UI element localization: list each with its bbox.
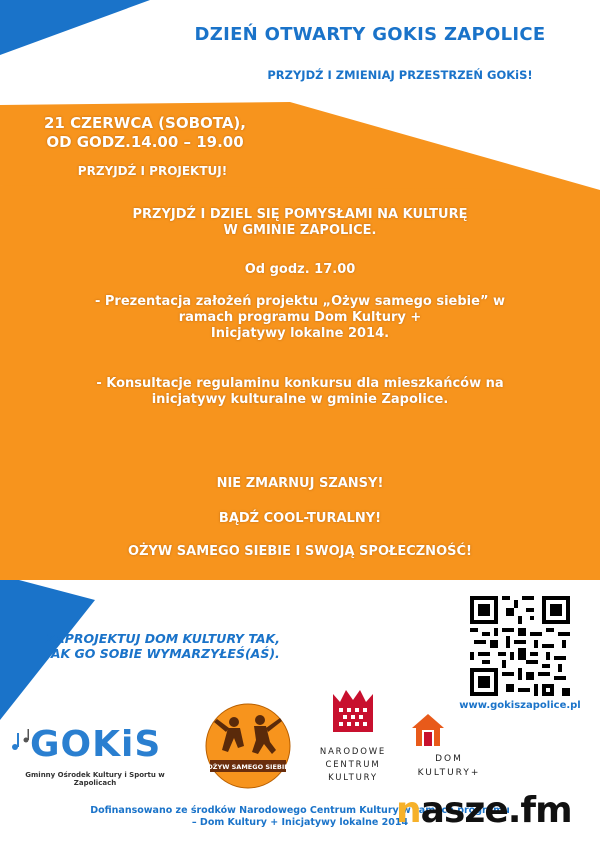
project-slogan: [8, 631, 318, 661]
page-title: DZIEŃ OTWARTY GOKIS ZAPOLICE: [194, 24, 546, 45]
dk-line2: KULTURY+: [417, 768, 481, 778]
nasze-fm-rest: asze.fm: [420, 790, 572, 831]
point1-block: [20, 294, 580, 342]
invite-line1: PRZYJDŹ I DZIEL SIĘ POMYSŁAMI NA KULTURĘ: [132, 207, 468, 222]
qr-code[interactable]: [470, 596, 570, 696]
time-text: Od godz. 17.00: [244, 262, 356, 277]
point1-line1: - Prezentacja założeń projektu „Ożyw samego siebie” w: [94, 294, 506, 309]
blue-corner-triangle: [0, 0, 150, 55]
project-slogan-line1: ZAPROJEKTUJ DOM KULTURY TAK,: [45, 631, 280, 646]
nck-text: [308, 746, 398, 785]
gokis-logo: [10, 722, 180, 787]
gokis-wordmark: GOKiS: [30, 724, 162, 765]
nck-line2: CENTRUM: [325, 760, 381, 770]
nck-crown-icon: [330, 688, 376, 734]
project-slogan-line2: JAK GO SOBIE WYMARZYŁEŚ(AŚ).: [46, 646, 280, 661]
ozyw-logo: [204, 702, 292, 790]
nck-line3: KULTURY: [328, 773, 378, 783]
nck-line1: NARODOWE: [319, 747, 387, 757]
point2-block: [20, 376, 580, 408]
event-date-line1: 21 CZERWCA (SOBOTA),: [44, 114, 246, 132]
funding-line2: – Dom Kultury + Inicjatywy lokalne 2014: [191, 817, 409, 828]
invite-line2: W GMINIE ZAPOLICE.: [223, 223, 377, 238]
point1-line2: ramach programu Dom Kultury +: [178, 310, 422, 325]
jumping-people-icon: [204, 702, 292, 790]
point1-line3: Inicjatywy lokalne 2014.: [210, 326, 390, 341]
slogan-2: BĄDŹ COOL-TURALNY!: [218, 511, 382, 526]
gokis-subtitle: Gminny Ośrodek Kultury i Sportu w Zapolicach: [25, 771, 165, 787]
page-subtitle: PRZYJDŹ I ZMIENIAJ PRZESTRZEŃ GOKiS!: [267, 68, 533, 82]
point2-line2: inicjatywy kulturalne w gminie Zapolice.: [151, 392, 449, 407]
dom-kultury-text: [404, 752, 494, 780]
nasze-fm-n: n: [396, 790, 421, 831]
event-date-line2: OD GODZ.14.00 – 19.00: [46, 133, 244, 151]
slogan-1: NIE ZMARNUJ SZANSY!: [216, 476, 384, 491]
ozyw-label: OŻYW SAMEGO SIEBIE: [207, 763, 289, 771]
nasze-fm-watermark: [392, 790, 600, 845]
music-notes-icon: [10, 728, 32, 754]
nck-logo: [308, 688, 398, 783]
dk-line1: DOM: [435, 754, 463, 764]
nasze-fm-wordmark: [396, 790, 572, 831]
point2-line1: - Konsultacje regulaminu konkursu dla mieszkańców na: [96, 376, 504, 391]
slogan-3: OŻYW SAMEGO SIEBIE I SWOJĄ SPOŁECZNOŚĆ!: [128, 544, 472, 559]
funding-line1: Dofinansowano ze środków Narodowego Centrum Kultury w ramach programu: [90, 805, 510, 816]
event-date: [10, 114, 280, 152]
lead-text: PRZYJDŹ I PROJEKTUJ!: [77, 164, 228, 178]
house-icon: [410, 712, 446, 748]
dom-kultury-logo: [404, 712, 494, 792]
website-link[interactable]: www.gokiszapolice.pl: [459, 700, 581, 711]
invite-block: [20, 207, 580, 239]
